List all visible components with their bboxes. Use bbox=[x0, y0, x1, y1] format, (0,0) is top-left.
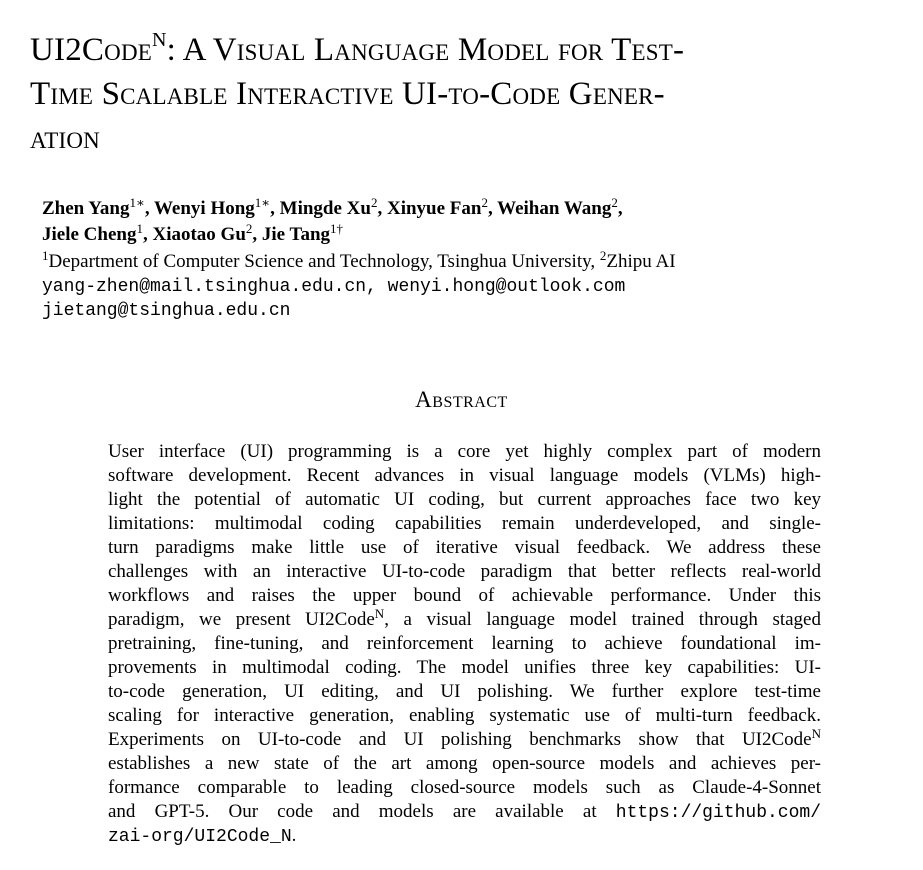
title-line-1 bbox=[30, 28, 900, 72]
affiliation-text: Zhipu AI bbox=[606, 251, 676, 272]
author-line-2 bbox=[42, 222, 623, 248]
author-mark: 2 bbox=[611, 195, 618, 210]
abstract-line: workflows and raises the upper bound of achievable performance. Under this bbox=[108, 585, 821, 606]
author-mark: 2 bbox=[370, 195, 378, 210]
abstract-line: challenges with an interactive UI-to-code paradigm that better reflects real-world bbox=[108, 561, 821, 582]
author-mark: 1∗ bbox=[129, 195, 145, 210]
abstract-text: . bbox=[291, 825, 297, 846]
author-name: , Wenyi Hong bbox=[144, 198, 255, 219]
author-list bbox=[42, 196, 623, 248]
affiliation-mark: 2 bbox=[599, 248, 607, 263]
abstract-line bbox=[108, 824, 821, 848]
abstract-text: paradigm, we present UI2Code bbox=[108, 609, 375, 630]
author-emails bbox=[42, 275, 625, 323]
abstract-line: software development. Recent advances in visual language models (VLMs) high- bbox=[108, 465, 821, 486]
abstract-text: , a visual language model trained through staged bbox=[384, 609, 821, 630]
abstract-line: pretraining, fine-tuning, and reinforcement learning to achieve foundational im- bbox=[108, 633, 821, 654]
code-url[interactable]: https://github.com/ bbox=[615, 803, 821, 823]
author-line-1 bbox=[42, 196, 623, 222]
abstract-line: provements in multimodal coding. The model unifies three key capabilities: UI- bbox=[108, 657, 821, 678]
abstract-line: light the potential of automatic UI coding, but current approaches face two key bbox=[108, 489, 821, 510]
model-superscript: N bbox=[374, 606, 385, 621]
abstract-line: limitations: multimodal coding capabilities remain underdeveloped, and single- bbox=[108, 513, 821, 534]
email-line-2: jietang@tsinghua.edu.cn bbox=[42, 301, 291, 321]
author-mark: 2 bbox=[245, 221, 253, 236]
author-mark: 1 bbox=[136, 221, 143, 236]
affiliation-text: Department of Computer Science and Technology, Tsinghua University, bbox=[48, 251, 600, 272]
paper-title bbox=[30, 28, 900, 160]
abstract-line bbox=[108, 608, 821, 632]
title-model-name: UI2Code bbox=[30, 32, 153, 68]
title-line-2: Time Scalable Interactive UI-to-Code Gener- bbox=[30, 76, 665, 112]
author-mark: 1† bbox=[330, 221, 344, 236]
author-mark: 1∗ bbox=[254, 195, 271, 210]
abstract-line: establishes a new state of the art among open-source models and achieves per- bbox=[108, 753, 821, 774]
abstract-heading: Abstract bbox=[415, 387, 508, 412]
abstract-line: formance comparable to leading closed-source models such as Claude-4-Sonnet bbox=[108, 777, 821, 798]
abstract-line: User interface (UI) programming is a core yet highly complex part of modern bbox=[108, 441, 821, 462]
author-separator: , bbox=[617, 198, 623, 219]
author-name: , Mingde Xu bbox=[270, 198, 371, 219]
author-name: , Xiaotao Gu bbox=[142, 224, 246, 245]
email-line-1: yang-zhen@mail.tsinghua.edu.cn, wenyi.hong@outlook.com bbox=[42, 277, 626, 297]
abstract-line bbox=[108, 800, 821, 824]
title-line-3: ation bbox=[30, 120, 100, 156]
affiliation-mark: 1 bbox=[42, 248, 49, 263]
title-superscript: N bbox=[152, 29, 167, 51]
author-name: Zhen Yang bbox=[42, 198, 130, 219]
title-line-1-rest: : A Visual Language Model for Test- bbox=[166, 32, 685, 68]
abstract-text: Experiments on UI-to-code and UI polishing benchmarks show that UI2Code bbox=[108, 729, 812, 750]
abstract-line: turn paradigms make little use of iterative visual feedback. We address these bbox=[108, 537, 821, 558]
abstract-line bbox=[108, 728, 821, 752]
author-name: , Weihan Wang bbox=[487, 198, 612, 219]
abstract-text: and GPT-5. Our code and models are available at bbox=[108, 801, 616, 822]
author-name: , Jie Tang bbox=[252, 224, 331, 245]
code-url-continued[interactable]: zai-org/UI2Code_N bbox=[108, 827, 292, 847]
model-superscript: N bbox=[811, 726, 821, 741]
author-mark: 2 bbox=[481, 195, 488, 210]
abstract-line: to-code generation, UI editing, and UI polishing. We further explore test-time bbox=[108, 681, 821, 702]
abstract-line: scaling for interactive generation, enabling systematic use of multi-turn feedback. bbox=[108, 705, 821, 726]
author-name: Jiele Cheng bbox=[42, 224, 137, 245]
affiliations bbox=[42, 250, 676, 274]
abstract-body bbox=[108, 440, 821, 848]
author-name: , Xinyue Fan bbox=[377, 198, 482, 219]
